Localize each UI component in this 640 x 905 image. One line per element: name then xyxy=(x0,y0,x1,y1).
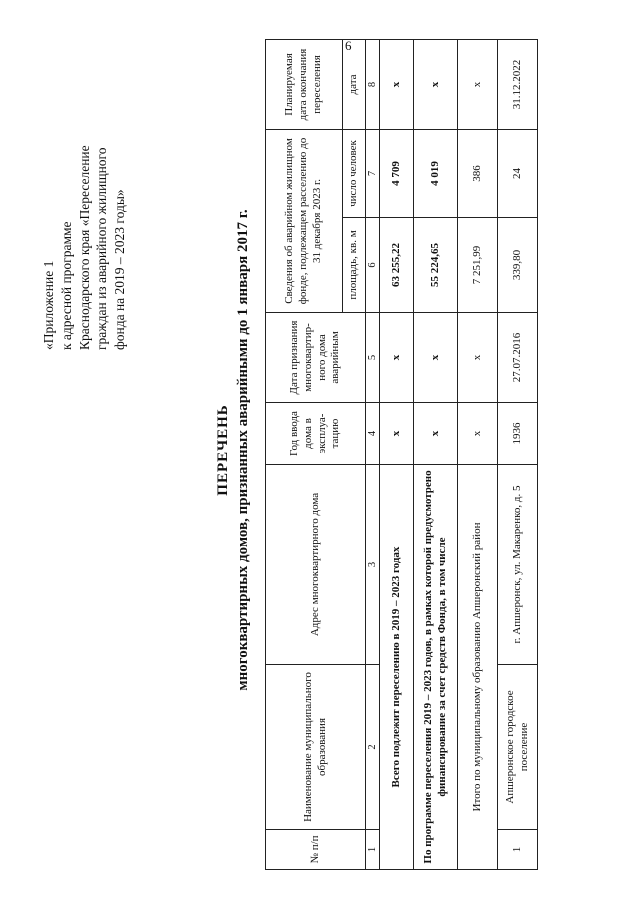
header-planned-date: Планируемая дата окончания переселения xyxy=(266,39,343,129)
row-people: 386 xyxy=(458,129,498,217)
col-number: 8 xyxy=(366,39,380,129)
row-label: Всего подлежит переселению в 2019 – 2023 годах xyxy=(380,465,414,870)
row-area: 55 224,65 xyxy=(414,218,458,313)
appendix-line: «Приложение 1 xyxy=(41,260,56,350)
row-people: 4 709 xyxy=(380,129,414,217)
row-address: г. Апшеронск, ул. Макаренко, д. 5 xyxy=(498,465,538,665)
col-number: 3 xyxy=(366,465,380,665)
table-header-row xyxy=(266,39,343,869)
row-people: 24 xyxy=(498,129,538,217)
col-number: 4 xyxy=(366,403,380,465)
row-area: 63 255,22 xyxy=(380,218,414,313)
header-address: Адрес многоквартирного дома xyxy=(266,465,366,665)
header-municipality: Наименование муниципального образования xyxy=(266,665,366,830)
column-number-row xyxy=(366,39,380,869)
col-number: 2 xyxy=(366,665,380,830)
row-num: 1 xyxy=(498,830,538,870)
row-area: 339,80 xyxy=(498,218,538,313)
col-number: 5 xyxy=(366,313,380,403)
row-people: 4 019 xyxy=(414,129,458,217)
header-area: площадь, кв. м xyxy=(343,218,366,313)
table-row xyxy=(498,39,538,869)
header-date-emergency: Дата признания многоквартир-ного дома аварийным xyxy=(266,313,366,403)
document-subtitle: многоквартирных домов, признанных аварийными до 1 января 2017 г. xyxy=(235,209,251,691)
row-date-emergency: x xyxy=(380,313,414,403)
row-municipality: Апшеронское городское поселение xyxy=(498,665,538,830)
header-info: Сведения об аварийном жилищном фонде, подлежащем расселению до 31 декабря 2023 г. xyxy=(266,129,343,312)
header-date: дата xyxy=(343,39,366,129)
appendix-line: Краснодарского края «Переселение xyxy=(76,145,92,350)
row-area: 7 251,99 xyxy=(458,218,498,313)
table-row xyxy=(380,39,414,869)
row-year: 1936 xyxy=(498,403,538,465)
rotated-page-content xyxy=(40,20,600,880)
row-date-emergency: 27.07.2016 xyxy=(498,313,538,403)
table-row xyxy=(458,39,498,869)
row-date: x xyxy=(414,39,458,129)
header-people: число человек xyxy=(343,129,366,217)
header-year: Год ввода дома в эксплуа-тацию xyxy=(266,403,366,465)
appendix-line: к адресной программе xyxy=(58,221,74,350)
col-number: 7 xyxy=(366,129,380,217)
buildings-table xyxy=(265,39,538,870)
document-title: ПЕРЕЧЕНЬ xyxy=(215,404,231,496)
row-year: x xyxy=(380,403,414,465)
row-date-emergency: x xyxy=(458,313,498,403)
row-date: x xyxy=(380,39,414,129)
page-number: 6 xyxy=(345,38,352,53)
row-year: x xyxy=(458,403,498,465)
row-label: Итого по муниципальному образованию Апшеронский район xyxy=(458,465,498,870)
row-year: x xyxy=(414,403,458,465)
row-date: x xyxy=(458,39,498,129)
row-date-emergency: x xyxy=(414,313,458,403)
appendix-line: фонда на 2019 – 2023 годы» xyxy=(112,189,128,350)
col-number: 6 xyxy=(366,218,380,313)
table-row xyxy=(414,39,458,869)
appendix-note xyxy=(40,50,129,350)
col-number: 1 xyxy=(366,830,380,870)
row-label: По программе переселения 2019 – 2023 годов, в рамках которой предусмотрено финансирование за счет средств Фонда, в том числе xyxy=(414,465,458,870)
appendix-line: граждан из аварийного жилищного xyxy=(94,147,110,350)
row-date: 31.12.2022 xyxy=(498,39,538,129)
header-num: № п/п xyxy=(266,830,366,870)
